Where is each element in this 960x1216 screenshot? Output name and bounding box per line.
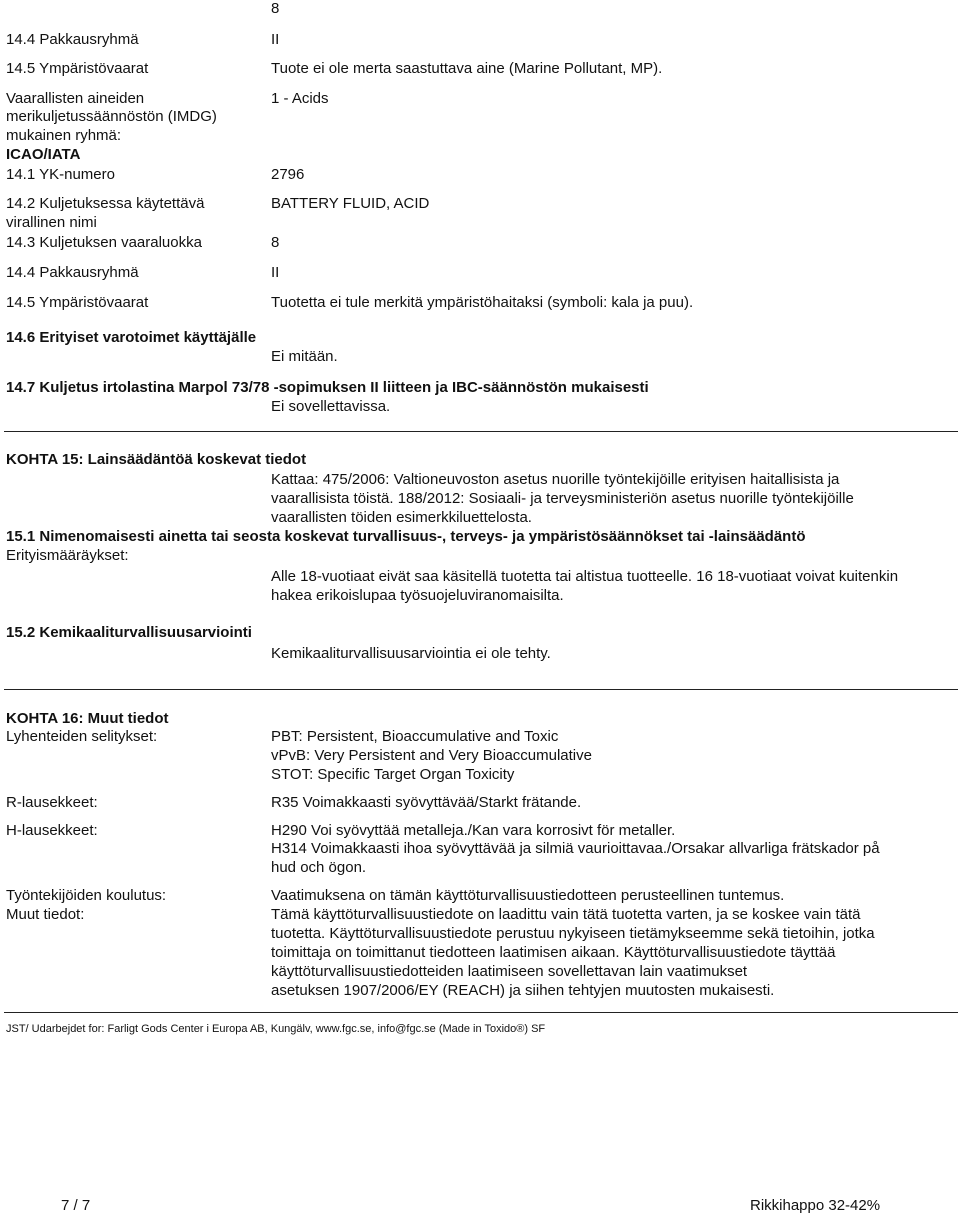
un-number-label: 14.1 YK-numero — [6, 166, 115, 183]
hazard-class-value: 8 — [271, 234, 280, 251]
h-phrase-h314-line2: hud och ögon. — [271, 859, 367, 876]
special-rules-label: Erityismääräykset: — [6, 547, 129, 564]
section-divider — [4, 431, 958, 432]
h-phrases-label: H-lausekkeet: — [6, 822, 98, 839]
packing-group-label: 14.4 Pakkausryhmä — [6, 264, 139, 281]
packing-group-label-top: 14.4 Pakkausryhmä — [6, 31, 139, 48]
special-precautions-value: Ei mitään. — [271, 348, 338, 365]
covers-line1: Kattaa: 475/2006: Valtioneuvoston asetus nuorille työntekijöille erityisen haitallisista ja — [271, 471, 840, 488]
r-phrase-r35: R35 Voimakkaasti syövyttävää/Starkt frätande. — [271, 794, 582, 811]
page-number: 7 / 7 — [61, 1197, 91, 1214]
imdg-label-line3: mukainen ryhmä: — [6, 127, 122, 144]
other-info-line5: asetuksen 1907/2006/EY (REACH) ja siihen tehtyjen muutosten mukaisesti. — [271, 982, 775, 999]
marpol-heading: 14.7 Kuljetus irtolastina Marpol 73/78 -sopimuksen II liitteen ja IBC-säännöstön mukaisesti — [6, 379, 649, 396]
env-hazard-label-top: 14.5 Ympäristövaarat — [6, 60, 149, 77]
other-info-line4: käyttöturvallisuustiedotteiden laatimiseen sovellettavan lain vaatimukset — [271, 963, 748, 980]
marpol-value: Ei sovellettavissa. — [271, 398, 391, 415]
special-precautions-heading: 14.6 Erityiset varotoimet käyttäjälle — [6, 329, 257, 346]
training-label: Työntekijöiden koulutus: — [6, 887, 167, 904]
other-info-line3: toimittaja on toimittanut tiedotteen laatimisen aikaan. Käyttöturvallisuustiedote täyttää — [271, 944, 836, 961]
shipping-name-label-line1: 14.2 Kuljetuksessa käytettävä — [6, 195, 205, 212]
footer-credit: JST/ Udarbejdet for: Farligt Gods Center i Europa AB, Kungälv, www.fgc.se, info@fgc.se (Made in Toxido®) SF — [6, 1023, 546, 1035]
h-phrase-h290: H290 Voi syövyttää metalleja./Kan vara korrosivt för metaller. — [271, 822, 676, 839]
other-info-line2: tuotetta. Käyttöturvallisuustiedote perustuu nykyiseen tietämykseemme sekä tietoihin, jotka — [271, 925, 875, 942]
env-hazard-label: 14.5 Ympäristövaarat — [6, 294, 149, 311]
section-15-2-heading: 15.2 Kemikaaliturvallisuusarviointi — [6, 624, 252, 641]
imdg-value: 1 - Acids — [271, 90, 329, 107]
abbreviations-label: Lyhenteiden selitykset: — [6, 728, 158, 745]
h-phrase-h314-line1: H314 Voimakkaasti ihoa syövyttävää ja silmiä vaurioittavaa./Orsakar allvarliga frätskador på — [271, 840, 880, 857]
page-top-number: 8 — [271, 0, 280, 17]
env-hazard-value-top: Tuote ei ole merta saastuttava aine (Marine Pollutant, MP). — [271, 60, 663, 77]
other-info-line1: Tämä käyttöturvallisuustiedote on laadittu vain tätä tuotetta varten, ja se koskee vain tätä — [271, 906, 861, 923]
footer-divider — [4, 1012, 958, 1013]
covers-line2: vaarallisista töistä. 188/2012: Sosiaali- ja terveysministeriön asetus nuorille työntekijöille — [271, 490, 854, 507]
product-name: Rikkihappo 32-42% — [750, 1197, 881, 1214]
other-info-label: Muut tiedot: — [6, 906, 85, 923]
section-divider — [4, 689, 958, 690]
abbreviation-pbt: PBT: Persistent, Bioaccumulative and Toxic — [271, 728, 559, 745]
covers-line3: vaarallisten töiden esimerkkiluettelosta. — [271, 509, 532, 526]
section-15-1-heading: 15.1 Nimenomaisesti ainetta tai seosta koskevat turvallisuus-, terveys- ja ympäristösäännökset tai -lainsäädäntö — [6, 528, 806, 545]
chemical-safety-value: Kemikaaliturvallisuusarviointia ei ole tehty. — [271, 645, 551, 662]
icao-iata-heading: ICAO/IATA — [6, 146, 81, 163]
shipping-name-label-line2: virallinen nimi — [6, 214, 97, 231]
shipping-name-value: BATTERY FLUID, ACID — [271, 195, 430, 212]
abbreviation-stot: STOT: Specific Target Organ Toxicity — [271, 766, 515, 783]
hazard-class-label: 14.3 Kuljetuksen vaaraluokka — [6, 234, 202, 251]
training-value: Vaatimuksena on tämän käyttöturvallisuustiedotteen perusteellinen tuntemus. — [271, 887, 785, 904]
section-16-heading: KOHTA 16: Muut tiedot — [6, 710, 169, 727]
imdg-label-line2: merikuljetussäännöstön (IMDG) — [6, 108, 217, 125]
env-hazard-value: Tuotetta ei tule merkitä ympäristöhaitaksi (symboli: kala ja puu). — [271, 294, 694, 311]
r-phrases-label: R-lausekkeet: — [6, 794, 98, 811]
imdg-label-line1: Vaarallisten aineiden — [6, 90, 145, 107]
packing-group-value: II — [271, 264, 280, 281]
section-15-heading: KOHTA 15: Lainsäädäntöä koskevat tiedot — [6, 451, 307, 468]
abbreviation-vpvb: vPvB: Very Persistent and Very Bioaccumulative — [271, 747, 592, 764]
packing-group-value-top: II — [271, 31, 280, 48]
special-rules-line2: hakea erikoislupaa työsuojeluviranomaisilta. — [271, 587, 564, 604]
special-rules-line1: Alle 18-vuotiaat eivät saa käsitellä tuotetta tai altistua tuotteelle. 16 18-vuotiaat voivat kuitenkin — [271, 568, 899, 585]
un-number-value: 2796 — [271, 166, 305, 183]
